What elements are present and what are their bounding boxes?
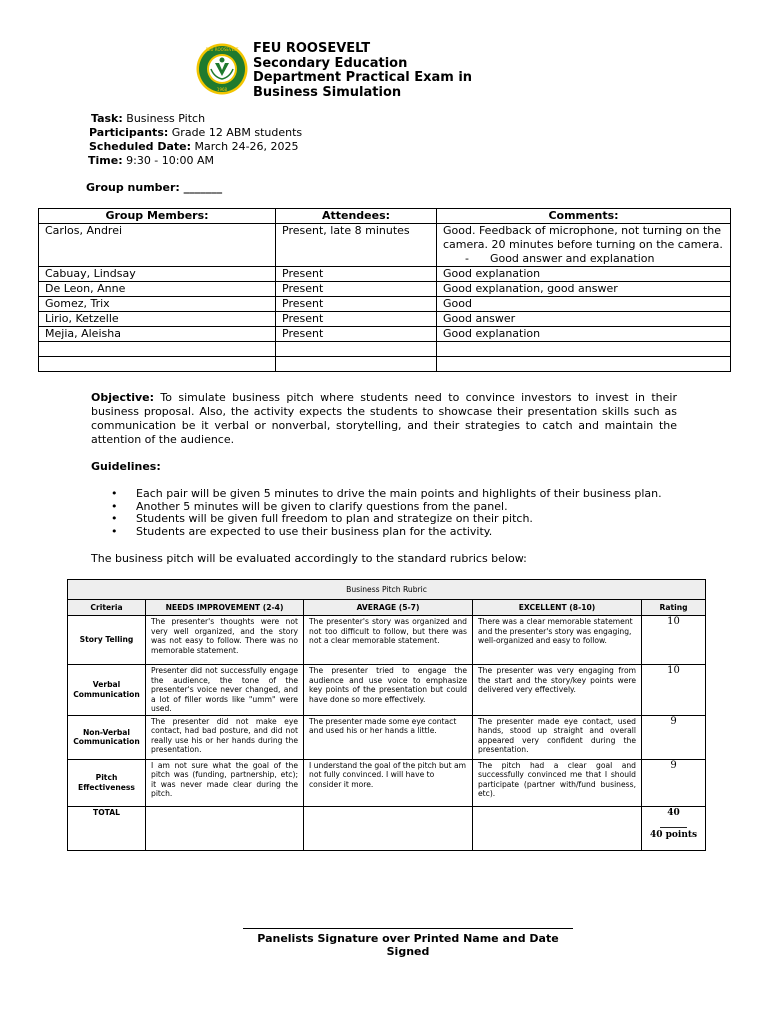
header-rating: Rating bbox=[642, 600, 706, 616]
rubric-caption: Business Pitch Rubric bbox=[68, 580, 706, 600]
header-average: AVERAGE (5-7) bbox=[304, 600, 473, 616]
member-attendance: Present, late 8 minutes bbox=[276, 224, 437, 267]
logo-ring-text: FEU ROOSEVELT bbox=[205, 47, 239, 52]
excellent-cell: The pitch had a clear goal and successfully convinced me that I should participate (partner with/fund business, etc). bbox=[473, 759, 642, 806]
col-header-members: Group Members: bbox=[39, 209, 276, 224]
date-label: Scheduled Date: bbox=[89, 140, 192, 153]
rating-cell: 9 bbox=[642, 715, 706, 759]
comment-text: Good. Feedback of microphone, not turning on the camera. 20 minutes before turning on the camera. bbox=[443, 224, 723, 251]
signature-label: Panelists Signature over Printed Name and Date Signed bbox=[257, 932, 559, 958]
school-logo bbox=[196, 43, 248, 95]
total-divider: ______ bbox=[660, 818, 688, 829]
table-row bbox=[39, 267, 731, 282]
table-row bbox=[68, 759, 706, 806]
excellent-cell: The presenter was very engaging from the start and the story/key points were delivered very effectively. bbox=[473, 665, 642, 716]
header-excellent: EXCELLENT (8-10) bbox=[473, 600, 642, 616]
time-value: 9:30 - 10:00 AM bbox=[126, 154, 214, 167]
signature-line bbox=[243, 928, 573, 929]
time-line bbox=[88, 154, 214, 168]
rating-cell: 10 bbox=[642, 665, 706, 716]
table-row bbox=[39, 297, 731, 312]
table-row bbox=[39, 312, 731, 327]
average-cell: The presenter tried to engage the audience and use voice to emphasize key points of the presentation but could have done so more effectively. bbox=[304, 665, 473, 716]
needs-improvement-cell: I am not sure what the goal of the pitch was (funding, partnership, etc); it was never made clear during the pitch. bbox=[146, 759, 304, 806]
guidelines-label: Guidelines: bbox=[91, 460, 161, 473]
member-name: Mejia, Aleisha bbox=[39, 327, 276, 342]
logo-year: 1968 bbox=[216, 87, 228, 92]
member-attendance: Present bbox=[276, 297, 437, 312]
header-needs-improvement: NEEDS IMPROVEMENT (2-4) bbox=[146, 600, 304, 616]
guidelines-list bbox=[91, 488, 691, 538]
member-comment: Good answer bbox=[437, 312, 731, 327]
empty-row bbox=[39, 342, 731, 357]
school-name: FEU ROOSEVELT bbox=[253, 41, 371, 56]
criteria-cell: Non-Verbal Communication bbox=[68, 715, 146, 759]
member-name: Carlos, Andrei bbox=[39, 224, 276, 267]
criteria-cell: Verbal Communication bbox=[68, 665, 146, 716]
member-name: De Leon, Anne bbox=[39, 282, 276, 297]
table-row bbox=[39, 224, 731, 267]
needs-improvement-cell: The presenter's thoughts were not very well organized, and the story was not easy to follow. There was no memorable statement. bbox=[146, 616, 304, 665]
rubric-intro: The business pitch will be evaluated accordingly to the standard rubrics below: bbox=[91, 552, 527, 565]
objective-text: To simulate business pitch where students need to convince investors to invest in their business proposal. Also, the activity expects the students to showcase their presentation skills such as communication be it verbal or nonverbal, storytelling, and their strategies to catch and maintain the attention of the audience. bbox=[91, 391, 677, 446]
exam-title-line2: Business Simulation bbox=[253, 84, 402, 100]
time-label: Time: bbox=[88, 154, 123, 167]
document-header bbox=[253, 42, 472, 100]
member-attendance: Present bbox=[276, 312, 437, 327]
participants-label: Participants: bbox=[89, 126, 169, 139]
criteria-cell: Story Telling bbox=[68, 616, 146, 665]
needs-improvement-cell: The presenter did not make eye contact, had bad posture, and did not really use his or her hands during the presentation. bbox=[146, 715, 304, 759]
criteria-cell: Pitch Effectiveness bbox=[68, 759, 146, 806]
group-number-label: Group number: _______ bbox=[86, 181, 223, 194]
objective-paragraph bbox=[91, 391, 677, 447]
members-header-row bbox=[39, 209, 731, 224]
member-attendance: Present bbox=[276, 282, 437, 297]
list-item: • Each pair will be given 5 minutes to drive the main points and highlights of their business plan. bbox=[91, 488, 691, 501]
total-label: TOTAL bbox=[68, 806, 146, 850]
participants-value: Grade 12 ABM students bbox=[171, 126, 303, 139]
average-cell: The presenter's story was organized and not too difficult to follow, but there was not a clear memorable statement. bbox=[304, 616, 473, 665]
comment-sub-bullet: - Good answer and explanation bbox=[465, 252, 655, 265]
rating-cell: 9 bbox=[642, 759, 706, 806]
participants-line bbox=[89, 126, 302, 140]
table-row bbox=[68, 665, 706, 716]
rating-cell: 10 bbox=[642, 616, 706, 665]
member-comment: Good explanation bbox=[437, 267, 731, 282]
date-value: March 24-26, 2025 bbox=[194, 140, 299, 153]
member-attendance: Present bbox=[276, 327, 437, 342]
group-number-line bbox=[86, 181, 222, 195]
member-attendance: Present bbox=[276, 267, 437, 282]
member-name: Gomez, Trix bbox=[39, 297, 276, 312]
empty-row bbox=[39, 357, 731, 372]
date-line bbox=[89, 140, 299, 154]
average-cell: I understand the goal of the pitch but am not fully convinced. I will have to consider it more. bbox=[304, 759, 473, 806]
header-criteria: Criteria bbox=[68, 600, 146, 616]
average-cell: The presenter made some eye contact and used his or her hands a little. bbox=[304, 715, 473, 759]
member-comment: Good explanation, good answer bbox=[437, 282, 731, 297]
table-row bbox=[39, 327, 731, 342]
task-value: Business Pitch bbox=[126, 112, 206, 125]
member-name: Cabuay, Lindsay bbox=[39, 267, 276, 282]
total-cell bbox=[642, 806, 706, 850]
total-row bbox=[68, 806, 706, 850]
guidelines-heading bbox=[91, 460, 161, 474]
rubric-header-row bbox=[68, 600, 706, 616]
total-points: 40 points bbox=[649, 829, 698, 840]
table-row bbox=[68, 616, 706, 665]
excellent-cell: There was a clear memorable statement and the presenter's story was engaging, well-organized and easy to follow. bbox=[473, 616, 642, 665]
table-row bbox=[68, 715, 706, 759]
list-item: • Students are expected to use their business plan for the activity. bbox=[91, 526, 691, 539]
col-header-comments: Comments: bbox=[437, 209, 731, 224]
excellent-cell: The presenter made eye contact, used hands, stood up straight and overall appeared very confident during the presentation. bbox=[473, 715, 642, 759]
objective-label: Objective: bbox=[91, 391, 155, 404]
col-header-attendees: Attendees: bbox=[276, 209, 437, 224]
table-row bbox=[39, 282, 731, 297]
exam-title-line1: Department Practical Exam in bbox=[253, 70, 473, 85]
list-item: • Students will be given full freedom to plan and strategize on their pitch. bbox=[91, 513, 691, 526]
member-comment: Good explanation bbox=[437, 327, 731, 342]
member-name: Lirio, Ketzelle bbox=[39, 312, 276, 327]
rubric-table bbox=[67, 579, 706, 851]
task-label: Task: bbox=[91, 112, 123, 125]
member-comment bbox=[437, 224, 731, 267]
group-members-table bbox=[38, 208, 731, 372]
department-line: Secondary Education bbox=[253, 55, 408, 71]
list-item: • Another 5 minutes will be given to clarify questions from the panel. bbox=[91, 501, 691, 514]
needs-improvement-cell: Presenter did not successfully engage the audience, the tone of the presenter's voice never changed, and a lot of filler words like "umm" were used. bbox=[146, 665, 304, 716]
task-line bbox=[91, 112, 205, 126]
total-value: 40 bbox=[667, 807, 680, 818]
member-comment: Good bbox=[437, 297, 731, 312]
